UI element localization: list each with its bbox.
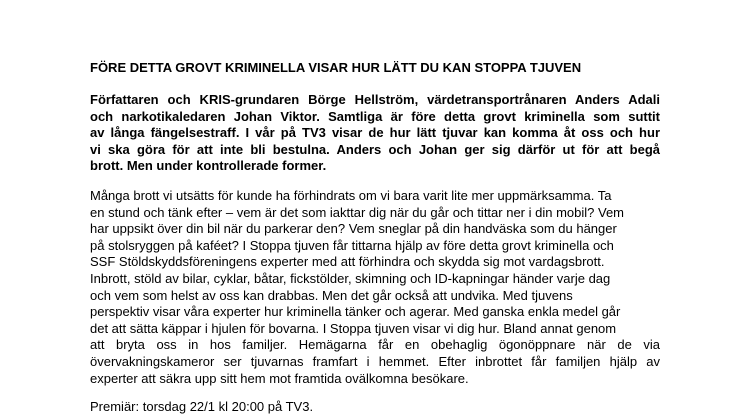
body-line: på stolsryggen på kaféet? I Stoppa tjuven får tittarna hjälp av före detta grovt kriminella och <box>90 237 614 253</box>
premiere-info: Premiär: torsdag 22/1 kl 20:00 på TV3. <box>90 399 314 414</box>
body-paragraph <box>90 188 660 387</box>
headline: FÖRE DETTA GROVT KRIMINELLA VISAR HUR LÄTT DU KAN STOPPA TJUVEN <box>90 60 582 75</box>
body-line: SSF Stöldskyddsföreningens experter med att förhindra och skydda sig mot vardagsbrott. <box>90 254 605 270</box>
body-line: en stund och tänk efter – vem är det som iakttar dig när du går och tittar ner i din mobil? Vem <box>90 204 624 220</box>
body-line: Många brott vi utsätts för kunde ha förhindrats om vi bara varit lite mer uppmärksamma. Ta <box>90 188 612 203</box>
body-line: övervakningskameror ser tjuvarnas framfart i hemmet. Efter inbrottet får familjen hjälp av <box>90 353 660 369</box>
lead-line: vi ska göra för att inte bli bestulna. Anders och Johan ger sig därför ut för att begå <box>90 141 660 157</box>
body-line: perspektiv visar våra experter hur kriminella tänker och agerar. Med ganska enkla medel går <box>90 304 621 320</box>
lead-paragraph <box>90 92 660 175</box>
body-line: att bryta oss in hos familjer. Hemägarna får en obehaglig ögonöppnare när de via <box>90 337 660 353</box>
lead-line: Författaren och KRIS-grundaren Börge Hellström, värdetransportrånaren Anders Adali <box>90 92 660 107</box>
lead-line: brott. Men under kontrollerade former. <box>90 158 327 174</box>
lead-line: av långa fängelsestraff. I vår på TV3 visar de hur lätt tjuvar kan komma åt oss och hur <box>90 125 660 141</box>
body-line: och vem som helst av oss kan drabbas. Men det går också att undvika. Med tjuvens <box>90 287 573 303</box>
body-line: Inbrott, stöld av bilar, cyklar, båtar, fickstölder, skimning och ID-kapningar händer varje dag <box>90 270 611 286</box>
lead-line: och narkotikaledaren Johan Viktor. Samtliga är före detta grovt kriminella som suttit <box>90 108 660 124</box>
body-line: har uppsikt över din bil när du parkerar den? Vem sneglar på din handväska som du hänger <box>90 221 617 237</box>
body-line: experter att säkra upp sitt hem mot framtida ovälkomna besökare. <box>90 370 469 386</box>
body-line: det att sätta käppar i hjulen för bovarna. I Stoppa tjuven visar vi dig hur. Bland annat genom <box>90 320 617 336</box>
press-release <box>90 60 660 414</box>
